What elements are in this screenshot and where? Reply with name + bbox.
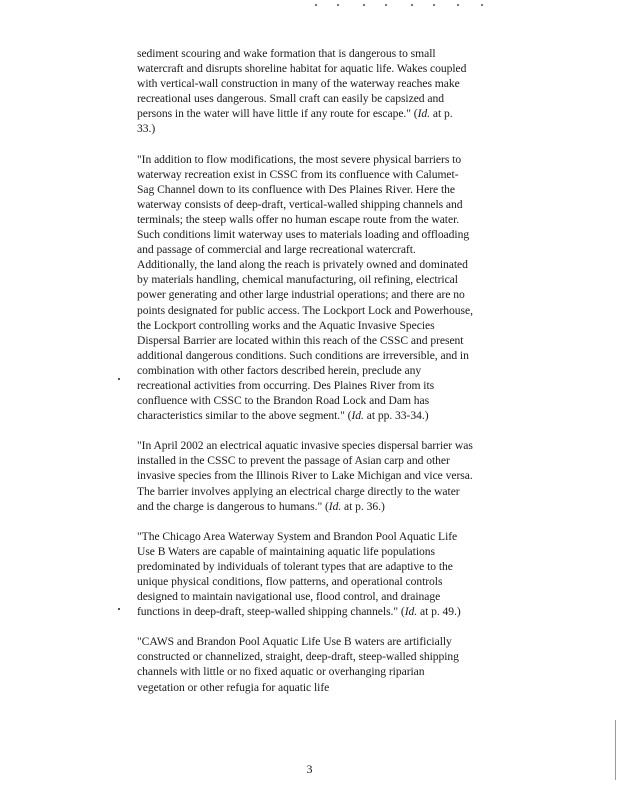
paragraph-3: "In April 2002 an electrical aquatic invasive species dispersal barrier was installed in the CSSC to prevent the passage of Asian carp and other invasive species from the Illinois River to Lake Michigan and vice versa. The barrier involves applying an electrical charge directly to the water and the charge is dangerous to humans." (Id. at p. 36.) — [137, 439, 473, 513]
scan-artifact-mark — [118, 378, 120, 380]
paragraph-5: "CAWS and Brandon Pool Aquatic Life Use B waters are artificially constructed or channelized, straight, deep-draft, steep-walled shipping channels with little or no fixed aquatic or overhanging riparian vegetation or other refugia for aquatic life — [137, 635, 459, 694]
scan-artifact-dots — [315, 4, 485, 7]
paragraph-4: "The Chicago Area Waterway System and Brandon Pool Aquatic Life Use B Waters are capable of maintaining aquatic life populations predominated by individuals of tolerant types that are adaptive to the unique physical conditions, flow patterns, and operational controls designed to maintain navigational use, flood control, and drainage functions in deep-draft, steep-walled shipping channels." (Id. at p. 49.) — [137, 529, 461, 619]
paragraph-1: sediment scouring and wake formation that is dangerous to small watercraft and disrupts shoreline habitat for aquatic life. Wakes coupled with vertical-wall construction in many of the waterway reaches make recreational uses dangerous. Small craft can easily be capsized and persons in the water will have little if any route for escape." (Id. at p. 33.) — [137, 47, 467, 136]
body-text — [137, 46, 473, 710]
scan-artifact-mark — [118, 608, 120, 610]
scan-artifact-mark — [615, 720, 616, 780]
paragraph-2: "In addition to flow modifications, the most severe physical barriers to waterway recreation exist in CSSC from its confluence with Calumet-Sag Channel down to its confluence with Des Plaines River. Here the waterway consists of deep-draft, vertical-walled shipping channels and terminals; the steep walls offer no human escape route from the water. Such conditions limit waterway uses to materials loading and offloading and passage of commercial and large recreational watercraft. Additionally, the land along the reach is privately owned and dominated by materials handling, chemical manufacturing, oil refining, electrical power generating and other large industrial operations; and there are no points designated for public access. The Lockport Lock and Powerhouse, the Lockport controlling works and the Aquatic Invasive Species Dispersal Barrier are located within this reach of the CSSC and present additional dangerous conditions. Such conditions are irreversible, and in combination with other factors described herein, preclude any recreational activities from occurring. Des Plaines River from its confluence with CSSC to the Brandon Road Lock and Dam has characteristics similar to the above segment." (Id. at pp. 33-34.) — [137, 152, 473, 423]
page-number: 3 — [306, 762, 313, 776]
